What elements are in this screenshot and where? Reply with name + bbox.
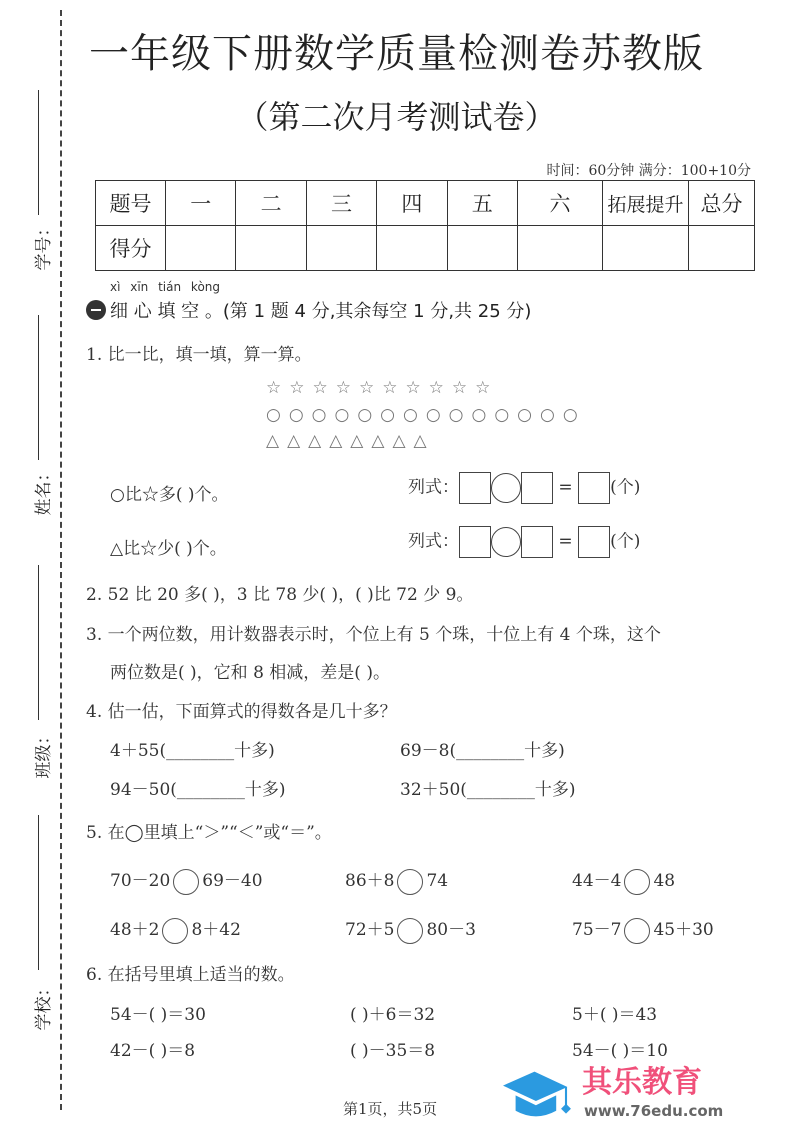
compare-circle[interactable] — [397, 869, 423, 895]
header-cell: 三 — [306, 181, 376, 226]
answer-box[interactable] — [578, 526, 610, 558]
score-cell[interactable] — [166, 226, 236, 271]
graduation-cap-icon — [500, 1066, 576, 1122]
formula-label: 列式： — [408, 531, 459, 552]
class-label: 班级： — [34, 727, 54, 779]
q1-circle-vs-star[interactable]: ○比☆多( )个。 — [110, 485, 229, 505]
section-pinyin: xì xīn tián kòng — [110, 280, 221, 294]
estimate-item[interactable]: 32＋50(________十多) — [400, 780, 576, 800]
answer-box[interactable] — [521, 472, 553, 504]
page-title: 一年级下册数学质量检测卷苏教版 — [89, 31, 704, 77]
header-cell: 总分 — [689, 181, 755, 226]
section-title: 细 心 填 空 。(第 1 题 4 分,其余每空 1 分,共 25 分) — [110, 301, 532, 322]
answer-box[interactable] — [459, 526, 491, 558]
score-cell[interactable] — [377, 226, 447, 271]
score-cell[interactable] — [603, 226, 689, 271]
score-table — [95, 180, 755, 271]
score-table-header-row — [96, 181, 755, 226]
compare-circle[interactable] — [173, 869, 199, 895]
section-heading — [86, 297, 531, 323]
watermark-url: www.76edu.com — [584, 1102, 724, 1120]
score-row-label: 得分 — [96, 226, 166, 271]
header-cell: 六 — [518, 181, 603, 226]
header-cell: 四 — [377, 181, 447, 226]
watermark-name: 其乐教育 — [582, 1065, 702, 1100]
compare-item: 72＋5 80－3 — [345, 915, 476, 944]
student-name-field[interactable] — [20, 315, 54, 516]
formula-label: 列式： — [408, 477, 459, 498]
binding-dashed-line — [60, 10, 62, 1110]
class-line — [38, 565, 39, 720]
score-cell[interactable] — [518, 226, 603, 271]
header-cell: 二 — [236, 181, 306, 226]
score-cell[interactable] — [306, 226, 376, 271]
fill-item[interactable]: 42－( )＝8 — [110, 1041, 196, 1061]
page-subtitle: （第二次月考测试卷） — [236, 98, 557, 136]
unit-label: (个) — [610, 531, 641, 552]
compare-circle[interactable] — [397, 918, 423, 944]
q1-formula-b — [408, 526, 640, 558]
question-6: 6. 在括号里填上适当的数。 — [86, 965, 295, 985]
operator-circle[interactable] — [491, 527, 521, 557]
compare-circle[interactable] — [624, 918, 650, 944]
class-field[interactable] — [20, 565, 54, 785]
q1-formula-a — [408, 472, 640, 504]
equals-sign: = — [558, 477, 573, 498]
header-cell: 五 — [447, 181, 517, 226]
question-3-line-2[interactable]: 两位数是( )，它和 8 相减，差是( )。 — [110, 663, 390, 683]
fill-item[interactable]: 54－( )＝10 — [572, 1041, 668, 1061]
exam-meta: 时间：60分钟 满分：100+10分 — [546, 163, 751, 179]
score-cell[interactable] — [689, 226, 755, 271]
school-label: 学校： — [34, 979, 54, 1031]
score-cell[interactable] — [447, 226, 517, 271]
operator-circle[interactable] — [491, 473, 521, 503]
compare-item: 86＋8 74 — [345, 866, 448, 895]
answer-box[interactable] — [521, 526, 553, 558]
q1-triangle-vs-star[interactable]: △比☆少( )个。 — [110, 539, 227, 559]
school-field[interactable] — [20, 815, 54, 1035]
header-cell: 题号 — [96, 181, 166, 226]
estimate-item[interactable]: 94－50(________十多) — [110, 780, 286, 800]
school-line — [38, 815, 39, 970]
compare-item: 44－4 48 — [572, 866, 675, 895]
circles-row: ○○○○○○○○○○○○○○ — [266, 405, 586, 425]
score-table-score-row — [96, 226, 755, 271]
question-3-line-1: 3. 一个两位数，用计数器表示时，个位上有 5 个珠，十位上有 4 个珠，这个 — [86, 625, 661, 645]
student-name-label: 姓名： — [34, 464, 54, 516]
question-1: 1. 比一比，填一填，算一算。 — [86, 345, 312, 365]
score-cell[interactable] — [236, 226, 306, 271]
question-5: 5. 在◯里填上“＞”“＜”或“＝”。 — [86, 823, 332, 843]
fill-item[interactable]: 5＋( )＝43 — [572, 1005, 658, 1025]
question-2[interactable]: 2. 52 比 20 多( )，3 比 78 少( )，( )比 72 少 9。 — [86, 585, 474, 605]
equals-sign: = — [558, 531, 573, 552]
answer-box[interactable] — [459, 472, 491, 504]
fill-item[interactable]: ( )＋6＝32 — [350, 1005, 436, 1025]
student-id-label: 学号： — [34, 219, 54, 271]
compare-circle[interactable] — [162, 918, 188, 944]
compare-item: 70－20 69－40 — [110, 866, 263, 895]
question-4: 4. 估一估，下面算式的得数各是几十多？ — [86, 702, 397, 722]
fill-item[interactable]: ( )－35＝8 — [350, 1041, 436, 1061]
fill-item[interactable]: 54－( )＝30 — [110, 1005, 206, 1025]
header-cell: 拓展提升 — [603, 181, 689, 226]
unit-label: (个) — [610, 477, 641, 498]
estimate-item[interactable]: 4＋55(________十多) — [110, 741, 275, 761]
triangles-row: △△△△△△△△ — [266, 431, 435, 451]
answer-box[interactable] — [578, 472, 610, 504]
compare-item: 75－7 45＋30 — [572, 915, 714, 944]
stars-row: ☆☆☆☆☆☆☆☆☆☆ — [266, 378, 499, 398]
compare-circle[interactable] — [624, 869, 650, 895]
watermark-logo — [500, 1066, 785, 1122]
header-cell: 一 — [166, 181, 236, 226]
estimate-item[interactable]: 69－8(________十多) — [400, 741, 565, 761]
student-name-line — [38, 315, 39, 460]
section-number-badge-icon — [86, 300, 106, 320]
compare-item: 48＋2 8＋42 — [110, 915, 241, 944]
page-footer: 第1页，共5页 — [343, 1100, 438, 1118]
